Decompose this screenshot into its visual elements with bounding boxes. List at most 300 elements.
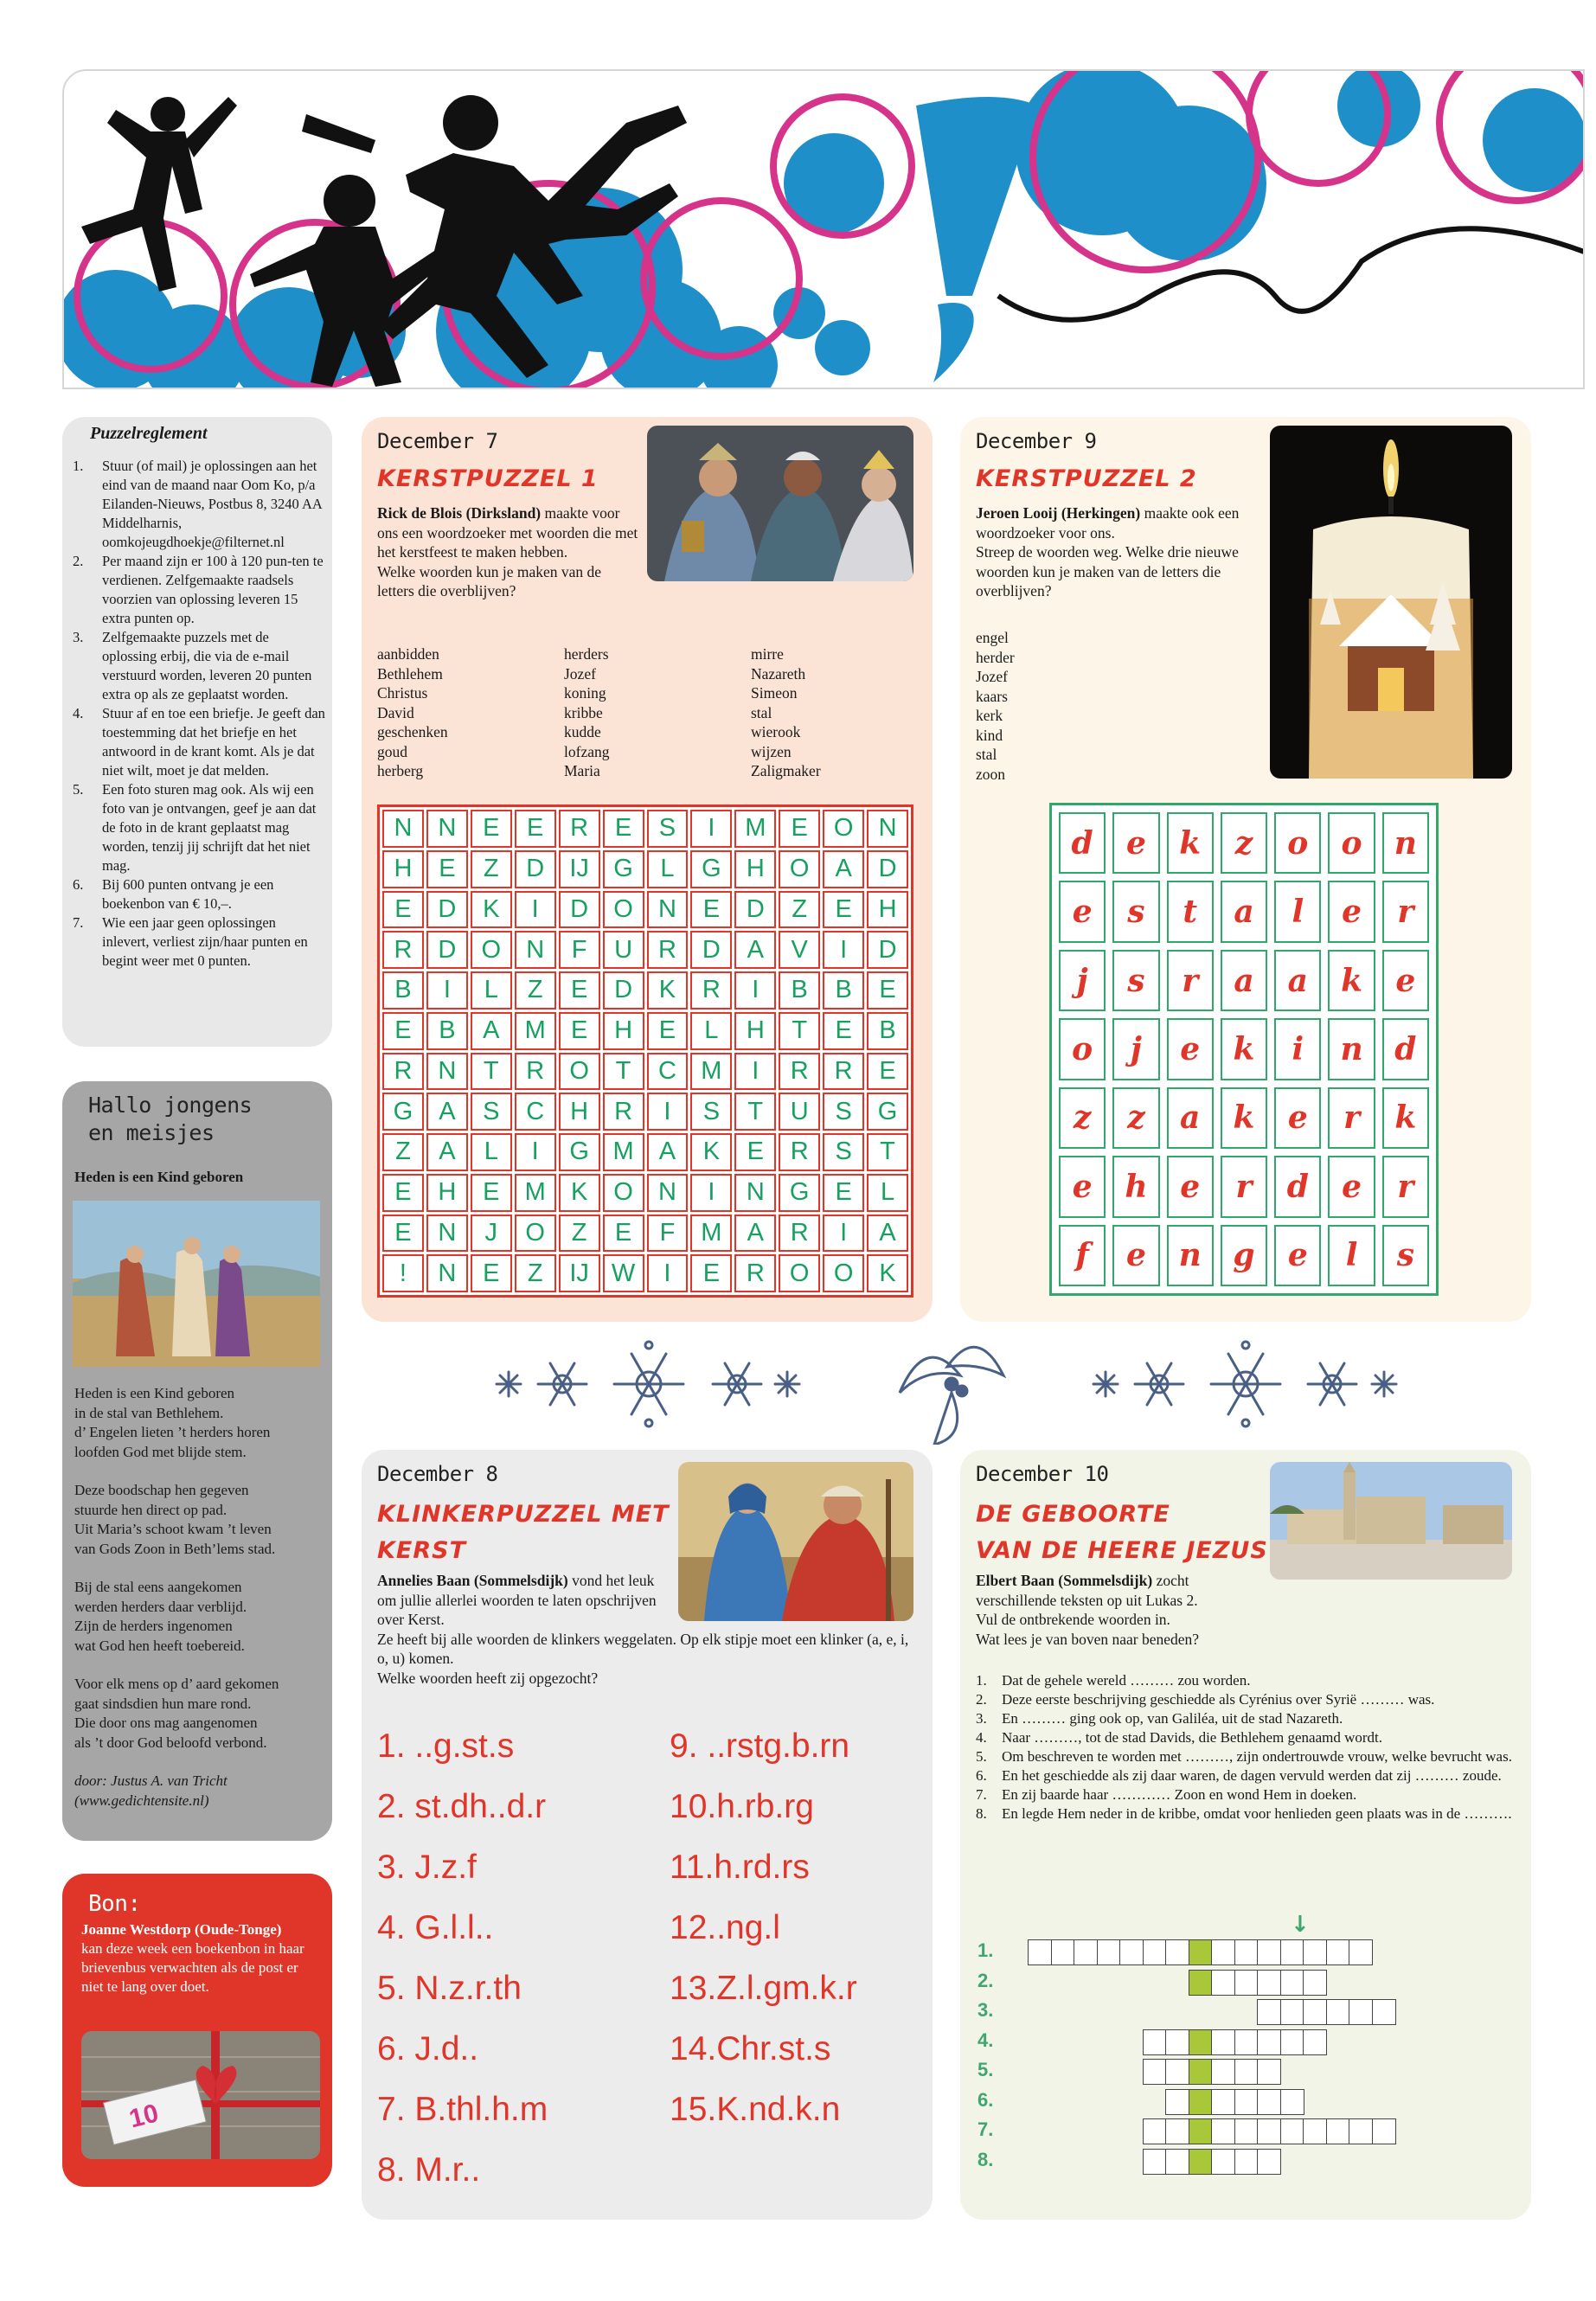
grid-cell: N: [734, 1174, 776, 1212]
grid-cell: R: [690, 971, 732, 1009]
grid-cell: B: [382, 971, 424, 1009]
grid-cell: R: [779, 1053, 820, 1091]
grid-cell: I: [734, 1053, 776, 1091]
grid-cell: e: [1167, 1018, 1214, 1080]
dec9-word-search-grid: [1049, 803, 1439, 1296]
grid-cell: D: [867, 931, 908, 969]
dec9-words: engel herder Jozef kaars kerk kind stal zoon: [976, 629, 1015, 783]
bon-heading: Bon:: [88, 1891, 141, 1917]
grid-cell: K: [867, 1254, 908, 1292]
grid-cell: R: [647, 931, 689, 969]
crossword-row: [1028, 1939, 1372, 1965]
grid-cell: e: [1274, 1087, 1321, 1149]
grid-cell: M: [690, 1053, 732, 1091]
header-banner: [62, 69, 1585, 389]
grid-cell: I: [647, 1254, 689, 1292]
crossword-cell[interactable]: [1234, 1939, 1259, 1965]
grid-cell: E: [734, 1133, 776, 1171]
dec8-date: December 8: [377, 1462, 498, 1486]
grid-cell: O: [823, 810, 864, 848]
crossword-cell[interactable]: [1234, 2089, 1259, 2115]
grid-cell: N: [647, 1174, 689, 1212]
rules-list: [73, 457, 325, 971]
grid-cell: K: [647, 971, 689, 1009]
crossword-cell[interactable]: [1234, 2149, 1259, 2175]
crossword-cell[interactable]: [1211, 2029, 1235, 2055]
crossword-cell[interactable]: [1303, 2118, 1327, 2144]
dec7-date: December 7: [377, 429, 498, 453]
grid-cell: I: [647, 1093, 689, 1131]
grid-cell: E: [382, 891, 424, 929]
crossword-cell[interactable]: [1372, 2118, 1396, 2144]
grid-cell: M: [515, 1174, 556, 1212]
grid-cell: D: [426, 891, 468, 929]
crossword-cell[interactable]: [1189, 2059, 1213, 2085]
grid-cell: F: [647, 1215, 689, 1253]
crossword-cell[interactable]: [1257, 1939, 1281, 1965]
crossword-cell[interactable]: [1280, 1970, 1304, 1996]
grid-cell: M: [734, 810, 776, 848]
dec8-intro: Annelies Baan (Sommelsdijk) vond het leuk om jullie allerlei woorden te laten opschrijven over Kerst. Ze heeft bij alle woorden de klinkers weggelaten. Op elk stipje moet een klinker (a, e, i, o, u) komen. Welke woorden heeft zij opgezocht?: [377, 1572, 909, 1687]
crossword-cell[interactable]: [1234, 2059, 1259, 2085]
crossword-cell[interactable]: [1189, 2029, 1213, 2055]
crossword-cell[interactable]: [1234, 2118, 1259, 2144]
grid-cell: S: [471, 1093, 512, 1131]
grid-cell: I: [823, 931, 864, 969]
grid-cell: R: [779, 1215, 820, 1253]
crossword-cell[interactable]: [1372, 1999, 1396, 2025]
grid-cell: R: [382, 931, 424, 969]
grid-cell: T: [471, 1053, 512, 1091]
crossword-cell[interactable]: [1143, 2149, 1167, 2175]
grid-cell: R: [559, 810, 600, 848]
crossword-cell[interactable]: [1211, 1939, 1235, 1965]
grid-cell: a: [1221, 881, 1267, 942]
crossword-row-labels: 1. 2. 3. 4. 5. 6. 7. 8.: [977, 1939, 994, 2170]
crossword-cell[interactable]: [1349, 1939, 1373, 1965]
dec8-answers-col1: 1. ..g.st.s 2. st.dh..d.r 3. J.z.f 4. G.l.l.. 5. N.z.r.th 6. J.d.. 7. B.thl.h.m 8. M.r..: [377, 1727, 548, 2189]
crossword-cell[interactable]: [1280, 2029, 1304, 2055]
grid-cell: E: [382, 1012, 424, 1050]
grid-cell: G: [779, 1174, 820, 1212]
grid-cell: j: [1059, 950, 1106, 1011]
grid-cell: K: [559, 1174, 600, 1212]
crossword-cell[interactable]: [1165, 2149, 1189, 2175]
grid-cell: Z: [779, 891, 820, 929]
grid-cell: G: [559, 1133, 600, 1171]
grid-cell: e: [1167, 1156, 1214, 1217]
grid-cell: s: [1112, 881, 1159, 942]
crossword-cell[interactable]: [1165, 2089, 1189, 2115]
crossword-cell[interactable]: [1165, 2059, 1189, 2085]
grid-cell: E: [471, 1174, 512, 1212]
grid-cell: r: [1221, 1156, 1267, 1217]
voucher-amount: 10: [126, 2099, 162, 2134]
grid-cell: E: [867, 1053, 908, 1091]
dec10-date: December 10: [976, 1462, 1109, 1486]
grid-cell: E: [603, 810, 644, 848]
grid-cell: B: [779, 971, 820, 1009]
crossword-cell[interactable]: [1303, 1939, 1327, 1965]
grid-cell: i: [1274, 1018, 1321, 1080]
grid-cell: E: [471, 1254, 512, 1292]
crossword-cell[interactable]: [1257, 2059, 1281, 2085]
dec7-words-col1: aanbidden Bethlehem Christus David geschenken goud herberg: [377, 645, 448, 779]
arrow-down-icon: ↓: [1291, 1912, 1310, 1938]
dec7-words-col3: mirre Nazareth Simeon stal wierook wijzen Zaligmaker: [751, 645, 821, 779]
grid-cell: O: [559, 1053, 600, 1091]
grid-cell: G: [382, 1093, 424, 1131]
grid-cell: D: [734, 891, 776, 929]
grid-cell: D: [603, 971, 644, 1009]
grid-cell: O: [779, 1254, 820, 1292]
grid-cell: O: [779, 850, 820, 888]
grid-cell: r: [1382, 881, 1429, 942]
grid-cell: L: [867, 1174, 908, 1212]
poem-credit-site: (www.gedichtensite.nl): [74, 1791, 209, 1809]
grid-cell: E: [690, 1254, 732, 1292]
poem-subtitle: Heden is een Kind geboren: [74, 1169, 244, 1185]
grid-cell: e: [1328, 1156, 1375, 1217]
grid-cell: g: [1221, 1225, 1267, 1286]
grid-cell: A: [471, 1012, 512, 1050]
grid-cell: Z: [559, 1215, 600, 1253]
grid-cell: R: [823, 1053, 864, 1091]
grid-cell: R: [779, 1133, 820, 1171]
grid-cell: E: [647, 1012, 689, 1050]
crossword-cell[interactable]: [1189, 1939, 1213, 1965]
grid-cell: C: [515, 1093, 556, 1131]
grid-cell: o: [1328, 812, 1375, 874]
dec9-title: KERSTPUZZEL 2: [976, 465, 1197, 492]
grid-cell: I: [426, 971, 468, 1009]
crossword-cell[interactable]: [1349, 1999, 1373, 2025]
grid-cell: N: [426, 810, 468, 848]
crossword-cell[interactable]: [1189, 2149, 1213, 2175]
crossword-row: [1143, 2149, 1280, 2175]
grid-cell: G: [603, 850, 644, 888]
grid-cell: E: [690, 891, 732, 929]
crossword-cell[interactable]: [1349, 2118, 1373, 2144]
grid-cell: e: [1328, 881, 1375, 942]
grid-cell: C: [647, 1053, 689, 1091]
crossword-cell[interactable]: [1326, 1999, 1350, 2025]
grid-cell: z: [1221, 812, 1267, 874]
crossword-cell[interactable]: [1211, 2089, 1235, 2115]
grid-cell: s: [1382, 1225, 1429, 1286]
grid-cell: T: [734, 1093, 776, 1131]
crossword-cell[interactable]: [1165, 2029, 1189, 2055]
grid-cell: IJ: [559, 850, 600, 888]
crossword-cell[interactable]: [1211, 2149, 1235, 2175]
grid-cell: R: [734, 1254, 776, 1292]
crossword-row: [1257, 1999, 1394, 2025]
grid-cell: E: [603, 1215, 644, 1253]
list-item: 4. Stuur af en toe een briefje. Je geeft dan toestemming dat het briefje en het antwoord in de krant komt. Als je dat niet wilt, moet je dat melden.: [73, 705, 325, 779]
crossword-cell[interactable]: [1234, 1970, 1259, 1996]
nativity-shepherds-image: [73, 1201, 320, 1367]
grid-cell: E: [559, 1012, 600, 1050]
grid-cell: N: [867, 810, 908, 848]
crossword-cell[interactable]: [1119, 1939, 1144, 1965]
crossword-cell[interactable]: [1143, 2029, 1167, 2055]
crossword-cell[interactable]: [1189, 1970, 1213, 1996]
grid-cell: E: [779, 810, 820, 848]
dec9-date: December 9: [976, 429, 1097, 453]
dec9-intro: Jeroen Looij (Herkingen) maakte ook een woordzoeker voor ons. Streep de woorden weg. Welke drie nieuwe woorden kun je maken van de letters die overblijven?: [976, 504, 1240, 599]
grid-cell: I: [690, 810, 732, 848]
crossword-cell[interactable]: [1211, 2059, 1235, 2085]
grid-cell: I: [734, 971, 776, 1009]
grid-cell: F: [559, 931, 600, 969]
grid-cell: d: [1274, 1156, 1321, 1217]
grid-cell: N: [382, 810, 424, 848]
banner-artwork: [64, 71, 1585, 389]
crossword-cell[interactable]: [1303, 2029, 1327, 2055]
dec10-title: DE GEBOORTE VAN DE HEERE JEZUS: [976, 1501, 1268, 1564]
list-item: 7. Wie een jaar geen oplossingen inlevert, verliest zijn/haar punten en begint weer met 0 punten.: [73, 914, 308, 969]
grid-cell: O: [823, 1254, 864, 1292]
grid-cell: A: [426, 1133, 468, 1171]
grid-cell: L: [471, 971, 512, 1009]
grid-cell: Z: [382, 1133, 424, 1171]
grid-cell: H: [426, 1174, 468, 1212]
crossword-cell[interactable]: [1165, 1939, 1189, 1965]
bon-text: Joanne Westdorp (Oude-Tonge) kan deze week een boekenbon in haar brievenbus verwachten als de post er niet te lang over doet.: [81, 1921, 304, 1995]
list-item: 3. Zelfgemaakte puzzels met de oplossing erbij, die via de e-mail verstuurd worden, leveren 20 punten extra op als ze geplaatst worden.: [73, 629, 312, 702]
grid-cell: I: [690, 1174, 732, 1212]
grid-cell: d: [1059, 812, 1106, 874]
grid-cell: H: [603, 1012, 644, 1050]
grid-cell: L: [647, 850, 689, 888]
crossword-row: [1143, 2118, 1395, 2144]
crossword-cell[interactable]: [1143, 1939, 1167, 1965]
grid-cell: Z: [515, 1254, 556, 1292]
crossword-cell[interactable]: [1257, 2149, 1281, 2175]
grid-cell: !: [382, 1254, 424, 1292]
grid-cell: a: [1167, 1087, 1214, 1149]
grid-cell: K: [471, 891, 512, 929]
grid-cell: N: [426, 1254, 468, 1292]
grid-cell: D: [426, 931, 468, 969]
grid-cell: o: [1274, 812, 1321, 874]
grid-cell: H: [559, 1093, 600, 1131]
grid-cell: k: [1221, 1018, 1267, 1080]
dec10-clues: 1. Dat de gehele wereld ……… zou worden. 2. Deze eerste beschrijving geschiedde als Cyrénius over Syrië ……… was. 3. En ……… ging ook op, van Galiléa, uit de stad Nazareth. 4. Naar ………, tot de stad Davids, die Bethlehem genaamd wordt. 5. Om beschreven te worden met ………, zijn ondertrouwde vrouw, welke bevrucht was. 6. En het geschiedde als zij daar waren, de dagen vervuld werden dat zij ……… zoude. 7. En zij baarde haar ………… Zoon en wond Hem in doeken. 8. En legde Hem neder in de kribbe, omdat voor henlieden geen plaats was in de ……….: [976, 1672, 1512, 1822]
grid-cell: B: [823, 971, 864, 1009]
grid-cell: D: [515, 850, 556, 888]
grid-cell: B: [867, 1012, 908, 1050]
grid-cell: z: [1059, 1087, 1106, 1149]
crossword-cell[interactable]: [1257, 1999, 1281, 2025]
grid-cell: S: [690, 1093, 732, 1131]
crossword-row: [1189, 1970, 1326, 1996]
grid-cell: N: [426, 1215, 468, 1253]
crossword-cell[interactable]: [1097, 1939, 1121, 1965]
grid-cell: O: [603, 1174, 644, 1212]
grid-cell: H: [734, 1012, 776, 1050]
grid-cell: N: [515, 931, 556, 969]
crossword-cell[interactable]: [1326, 2118, 1350, 2144]
grid-cell: B: [426, 1012, 468, 1050]
list-item: 1. Stuur (of mail) je oplossingen aan het eind van de maand naar Oom Ko, p/a Eilanden-Nieuws, Postbus 8, 3240 AA Middelharnis, oomkojeugdhoekje@filternet.nl: [73, 458, 322, 550]
grid-cell: r: [1328, 1087, 1375, 1149]
grid-cell: T: [867, 1133, 908, 1171]
grid-cell: n: [1328, 1018, 1375, 1080]
grid-cell: A: [867, 1215, 908, 1253]
crossword-cell[interactable]: [1143, 2059, 1167, 2085]
grid-cell: h: [1112, 1156, 1159, 1217]
grid-cell: E: [823, 1012, 864, 1050]
grid-cell: M: [603, 1133, 644, 1171]
grid-cell: I: [515, 1133, 556, 1171]
dec10-intro: Elbert Baan (Sommelsdijk) zocht verschillende teksten op uit Lukas 2. Vul de ontbrekende woorden in. Wat lees je van boven naar beneden?: [976, 1572, 1200, 1648]
grid-cell: e: [1059, 1156, 1106, 1217]
grid-cell: E: [382, 1174, 424, 1212]
grid-cell: S: [823, 1133, 864, 1171]
grid-cell: M: [690, 1215, 732, 1253]
snowflake-decoration: [484, 1324, 1401, 1445]
grid-cell: f: [1059, 1225, 1106, 1286]
grid-cell: I: [823, 1215, 864, 1253]
grid-cell: U: [779, 1093, 820, 1131]
crossword-cell[interactable]: [1028, 1939, 1052, 1965]
grid-cell: E: [867, 971, 908, 1009]
gift-voucher-image: [81, 2031, 320, 2159]
dec7-title: KERSTPUZZEL 1: [377, 465, 599, 492]
grid-cell: IJ: [559, 1254, 600, 1292]
grid-cell: e: [1112, 1225, 1159, 1286]
grid-cell: E: [515, 810, 556, 848]
grid-cell: r: [1167, 950, 1214, 1011]
crossword-cell[interactable]: [1257, 1970, 1281, 1996]
grid-cell: E: [823, 1174, 864, 1212]
grid-cell: D: [867, 850, 908, 888]
grid-cell: z: [1112, 1087, 1159, 1149]
crossword-cell[interactable]: [1280, 2118, 1304, 2144]
crossword-cell[interactable]: [1074, 1939, 1098, 1965]
grid-cell: a: [1221, 950, 1267, 1011]
grid-cell: H: [867, 891, 908, 929]
grid-cell: e: [1274, 1225, 1321, 1286]
grid-cell: H: [382, 850, 424, 888]
dec7-words-col2: herders Jozef koning kribbe kudde lofzang Maria: [564, 645, 610, 779]
dec7-intro: Rick de Blois (Dirksland) maakte voor ons een woordzoeker met woorden die met het kerstfeest te maken hebben. Welke woorden kun je maken van de letters die overblijven?: [377, 504, 638, 599]
christmas-candle-image: [1270, 426, 1512, 779]
grid-cell: O: [471, 931, 512, 969]
grid-cell: O: [515, 1215, 556, 1253]
grid-cell: N: [426, 1053, 468, 1091]
crossword-cell[interactable]: [1326, 1939, 1350, 1965]
grid-cell: E: [426, 850, 468, 888]
poem-body: Heden is een Kind geboren in de stal van Bethlehem. d’ Engelen lieten ’t herders horen loofden God met blijde stem. Deze boodschap hen gegeven stuurde hen direct op pad. Uit Maria’s schoot kwam ’t leven van Gods Zoon in Beth’lems stad. Bij de stal eens aangekomen werden herders daar verblijd. Zijn de herders ingenomen wat God hen heeft toebereid. Voor elk mens op d’ aard gekomen gaat sindsdien hun mare rond. Die door ons mag aangenomen als ’t door God beloofd verbond. door: Justus A. van Tricht (www.gedichtensite.nl): [74, 1384, 325, 1811]
grid-cell: S: [823, 1093, 864, 1131]
crossword-cell[interactable]: [1280, 2089, 1304, 2115]
grid-cell: Z: [471, 850, 512, 888]
grid-cell: E: [823, 891, 864, 929]
crossword-cell[interactable]: [1280, 1999, 1304, 2025]
crossword-cell[interactable]: [1257, 2089, 1281, 2115]
crossword-cell[interactable]: [1211, 2118, 1235, 2144]
grid-cell: O: [603, 891, 644, 929]
grid-cell: s: [1112, 950, 1159, 1011]
crossword-cell[interactable]: [1211, 1970, 1235, 1996]
grid-cell: D: [559, 891, 600, 929]
grid-cell: G: [690, 850, 732, 888]
grid-cell: e: [1382, 950, 1429, 1011]
grid-cell: n: [1382, 812, 1429, 874]
crossword-row: [1143, 2059, 1280, 2085]
grid-cell: N: [647, 891, 689, 929]
crossword-row: [1143, 2029, 1326, 2055]
poem-credit: door: Justus A. van Tricht: [74, 1772, 228, 1789]
grid-cell: n: [1167, 1225, 1214, 1286]
church-of-nativity-image: [1270, 1462, 1512, 1580]
crossword-cell[interactable]: [1257, 2118, 1281, 2144]
crossword-cell[interactable]: [1189, 2089, 1213, 2115]
crossword-cell[interactable]: [1303, 1970, 1327, 1996]
crossword-cell[interactable]: [1143, 2118, 1167, 2144]
grid-cell: A: [426, 1093, 468, 1131]
grid-cell: E: [471, 810, 512, 848]
grid-cell: H: [734, 850, 776, 888]
grid-cell: T: [603, 1053, 644, 1091]
grid-cell: R: [382, 1053, 424, 1091]
grid-cell: k: [1382, 1087, 1429, 1149]
grid-cell: J: [471, 1215, 512, 1253]
crossword-cell[interactable]: [1280, 1939, 1304, 1965]
crossword-cell[interactable]: [1234, 2029, 1259, 2055]
dec8-title: KLINKERPUZZEL MET KERST: [377, 1501, 670, 1564]
crossword-cell[interactable]: [1051, 1939, 1075, 1965]
grid-cell: T: [779, 1012, 820, 1050]
crossword-row: [1165, 2089, 1303, 2115]
grid-cell: S: [647, 810, 689, 848]
grid-cell: M: [515, 1012, 556, 1050]
grid-cell: U: [603, 931, 644, 969]
grid-cell: A: [647, 1133, 689, 1171]
list-item: 5. Een foto sturen mag ook. Als wij een foto van je ontvangen, geef je aan dat de foto in de krant geplaatst mag worden, tenzij jij schrijft dat het niet mag.: [73, 781, 317, 874]
grid-cell: E: [382, 1215, 424, 1253]
grid-cell: L: [471, 1133, 512, 1171]
list-item: 6. Bij 600 punten ontvang je een boekenbon van € 10,–.: [73, 876, 274, 912]
grid-cell: l: [1328, 1225, 1375, 1286]
crossword-cell[interactable]: [1165, 2118, 1189, 2144]
grid-cell: l: [1274, 881, 1321, 942]
grid-cell: V: [779, 931, 820, 969]
grid-cell: k: [1328, 950, 1375, 1011]
grid-cell: R: [515, 1053, 556, 1091]
crossword-cell[interactable]: [1189, 2118, 1213, 2144]
crossword-cell[interactable]: [1303, 1999, 1327, 2025]
grid-cell: I: [515, 891, 556, 929]
grid-cell: t: [1167, 881, 1214, 942]
crossword-cell[interactable]: [1257, 2029, 1281, 2055]
grid-cell: A: [823, 850, 864, 888]
grid-cell: d: [1382, 1018, 1429, 1080]
grid-cell: Z: [515, 971, 556, 1009]
grid-cell: k: [1221, 1087, 1267, 1149]
grid-cell: E: [559, 971, 600, 1009]
grid-cell: K: [690, 1133, 732, 1171]
grid-cell: L: [690, 1012, 732, 1050]
dec7-word-search-grid: [377, 804, 913, 1298]
grid-cell: k: [1167, 812, 1214, 874]
grid-cell: A: [734, 1215, 776, 1253]
grid-cell: o: [1059, 1018, 1106, 1080]
grid-cell: W: [603, 1254, 644, 1292]
grid-cell: G: [867, 1093, 908, 1131]
